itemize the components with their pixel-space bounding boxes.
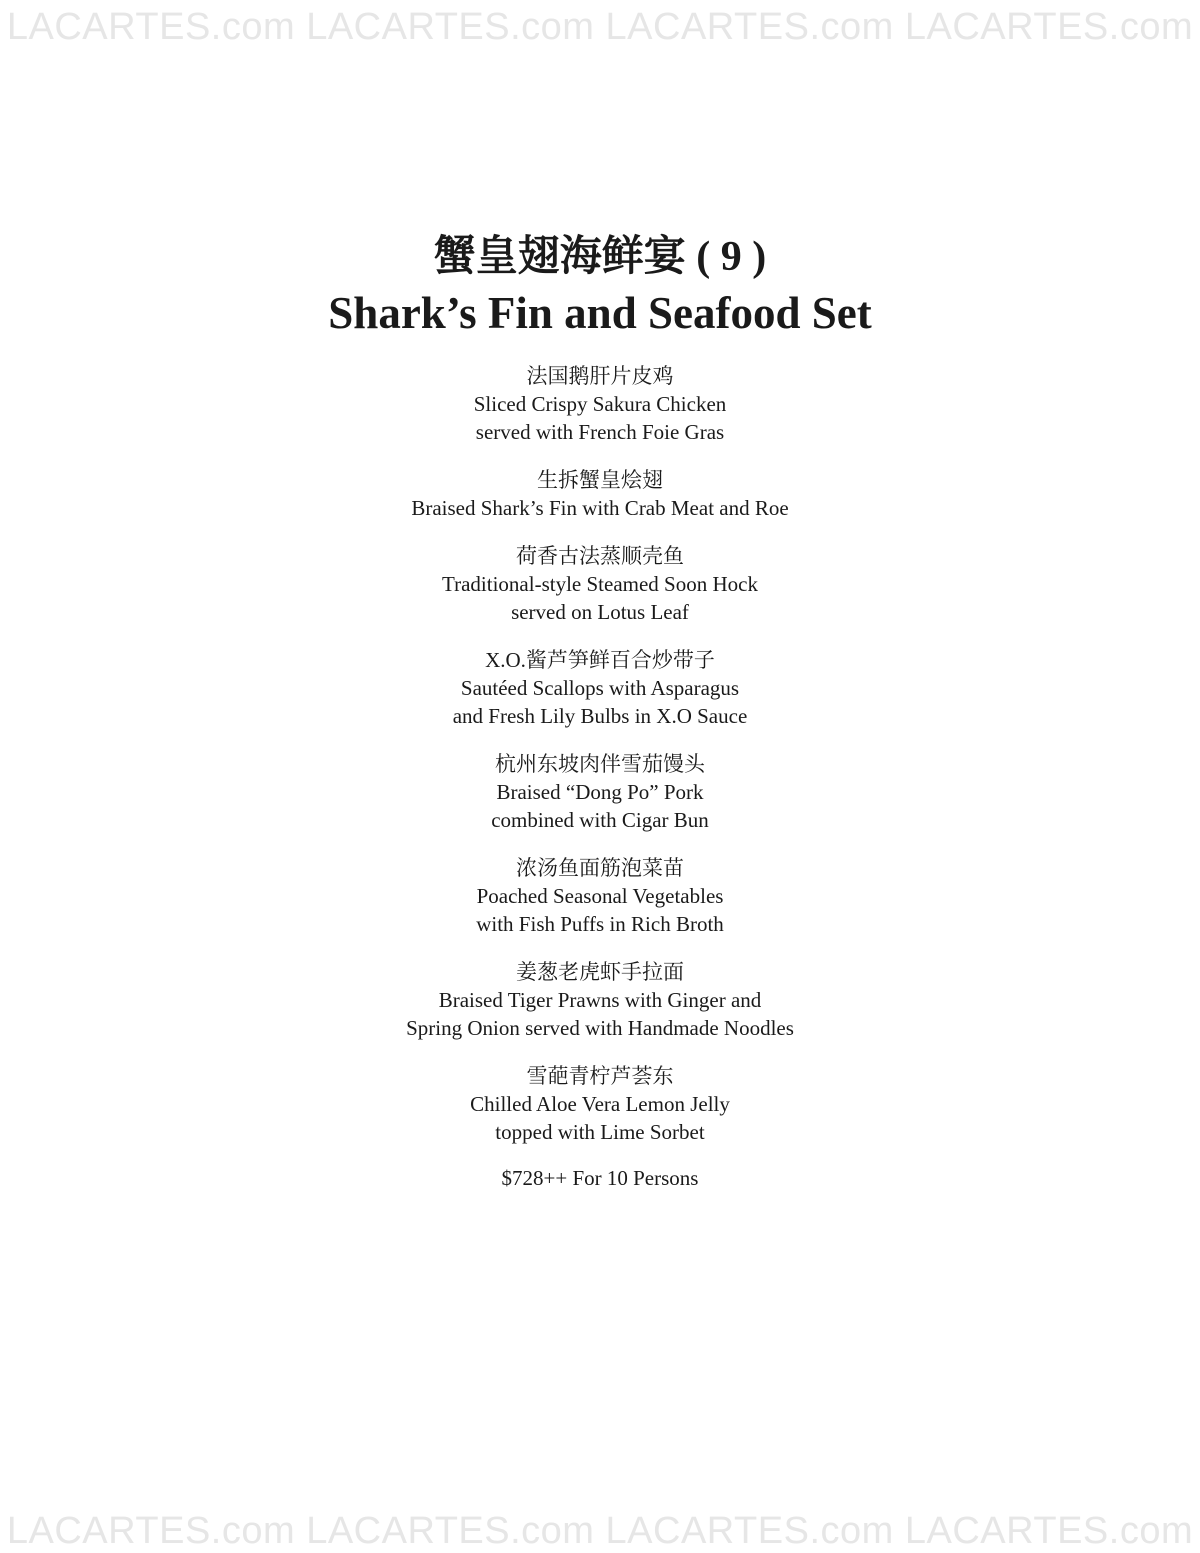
course-name-english: Sliced Crispy Sakura Chicken served with French Foie Gras <box>473 392 727 445</box>
course-item <box>0 1062 1200 1146</box>
course-name-chinese: 雪葩青柠芦荟东 <box>526 1064 674 1089</box>
course-item <box>0 362 1200 446</box>
course-item <box>0 854 1200 938</box>
course-name-chinese: 浓汤鱼面筋泡菜苗 <box>516 856 684 881</box>
course-name-english: Braised Shark’s Fin with Crab Meat and Roe <box>411 496 789 521</box>
course-item <box>0 542 1200 626</box>
set-menu <box>0 232 1200 1192</box>
course-list <box>0 362 1200 1146</box>
course-name-english: Chilled Aloe Vera Lemon Jelly topped with Lime Sorbet <box>470 1092 730 1145</box>
course-name-chinese: X.O.酱芦笋鲜百合炒带子 <box>485 648 715 673</box>
course-name-english: Braised “Dong Po” Pork combined with Cigar Bun <box>491 780 709 833</box>
course-name-english: Sautéed Scallops with Asparagus and Fresh Lily Bulbs in X.O Sauce <box>452 676 748 729</box>
set-price: $728++ For 10 Persons <box>501 1166 699 1191</box>
watermark-bottom: LACARTES.com LACARTES.com LACARTES.com LACARTES.com <box>6 1510 1194 1552</box>
menu-title-english: Shark’s Fin and Seafood Set <box>328 288 872 339</box>
course-name-chinese: 杭州东坡肉伴雪茄馒头 <box>495 752 705 777</box>
course-name-chinese: 法国鹅肝片皮鸡 <box>526 364 674 389</box>
course-name-chinese: 生拆蟹皇烩翅 <box>537 468 663 493</box>
course-name-english: Traditional-style Steamed Soon Hock served on Lotus Leaf <box>442 572 758 625</box>
course-item <box>0 750 1200 834</box>
course-name-english: Poached Seasonal Vegetables with Fish Puffs in Rich Broth <box>476 884 724 937</box>
course-item <box>0 958 1200 1042</box>
course-name-chinese: 荷香古法蒸顺壳鱼 <box>516 544 684 569</box>
course-name-chinese: 姜葱老虎虾手拉面 <box>516 960 684 985</box>
watermark-top: LACARTES.com LACARTES.com LACARTES.com LACARTES.com <box>6 6 1194 48</box>
course-item <box>0 646 1200 730</box>
menu-title-chinese: 蟹皇翅海鲜宴 ( 9 ) <box>433 234 767 280</box>
course-item <box>0 466 1200 522</box>
course-name-english: Braised Tiger Prawns with Ginger and Spring Onion served with Handmade Noodles <box>406 988 794 1041</box>
